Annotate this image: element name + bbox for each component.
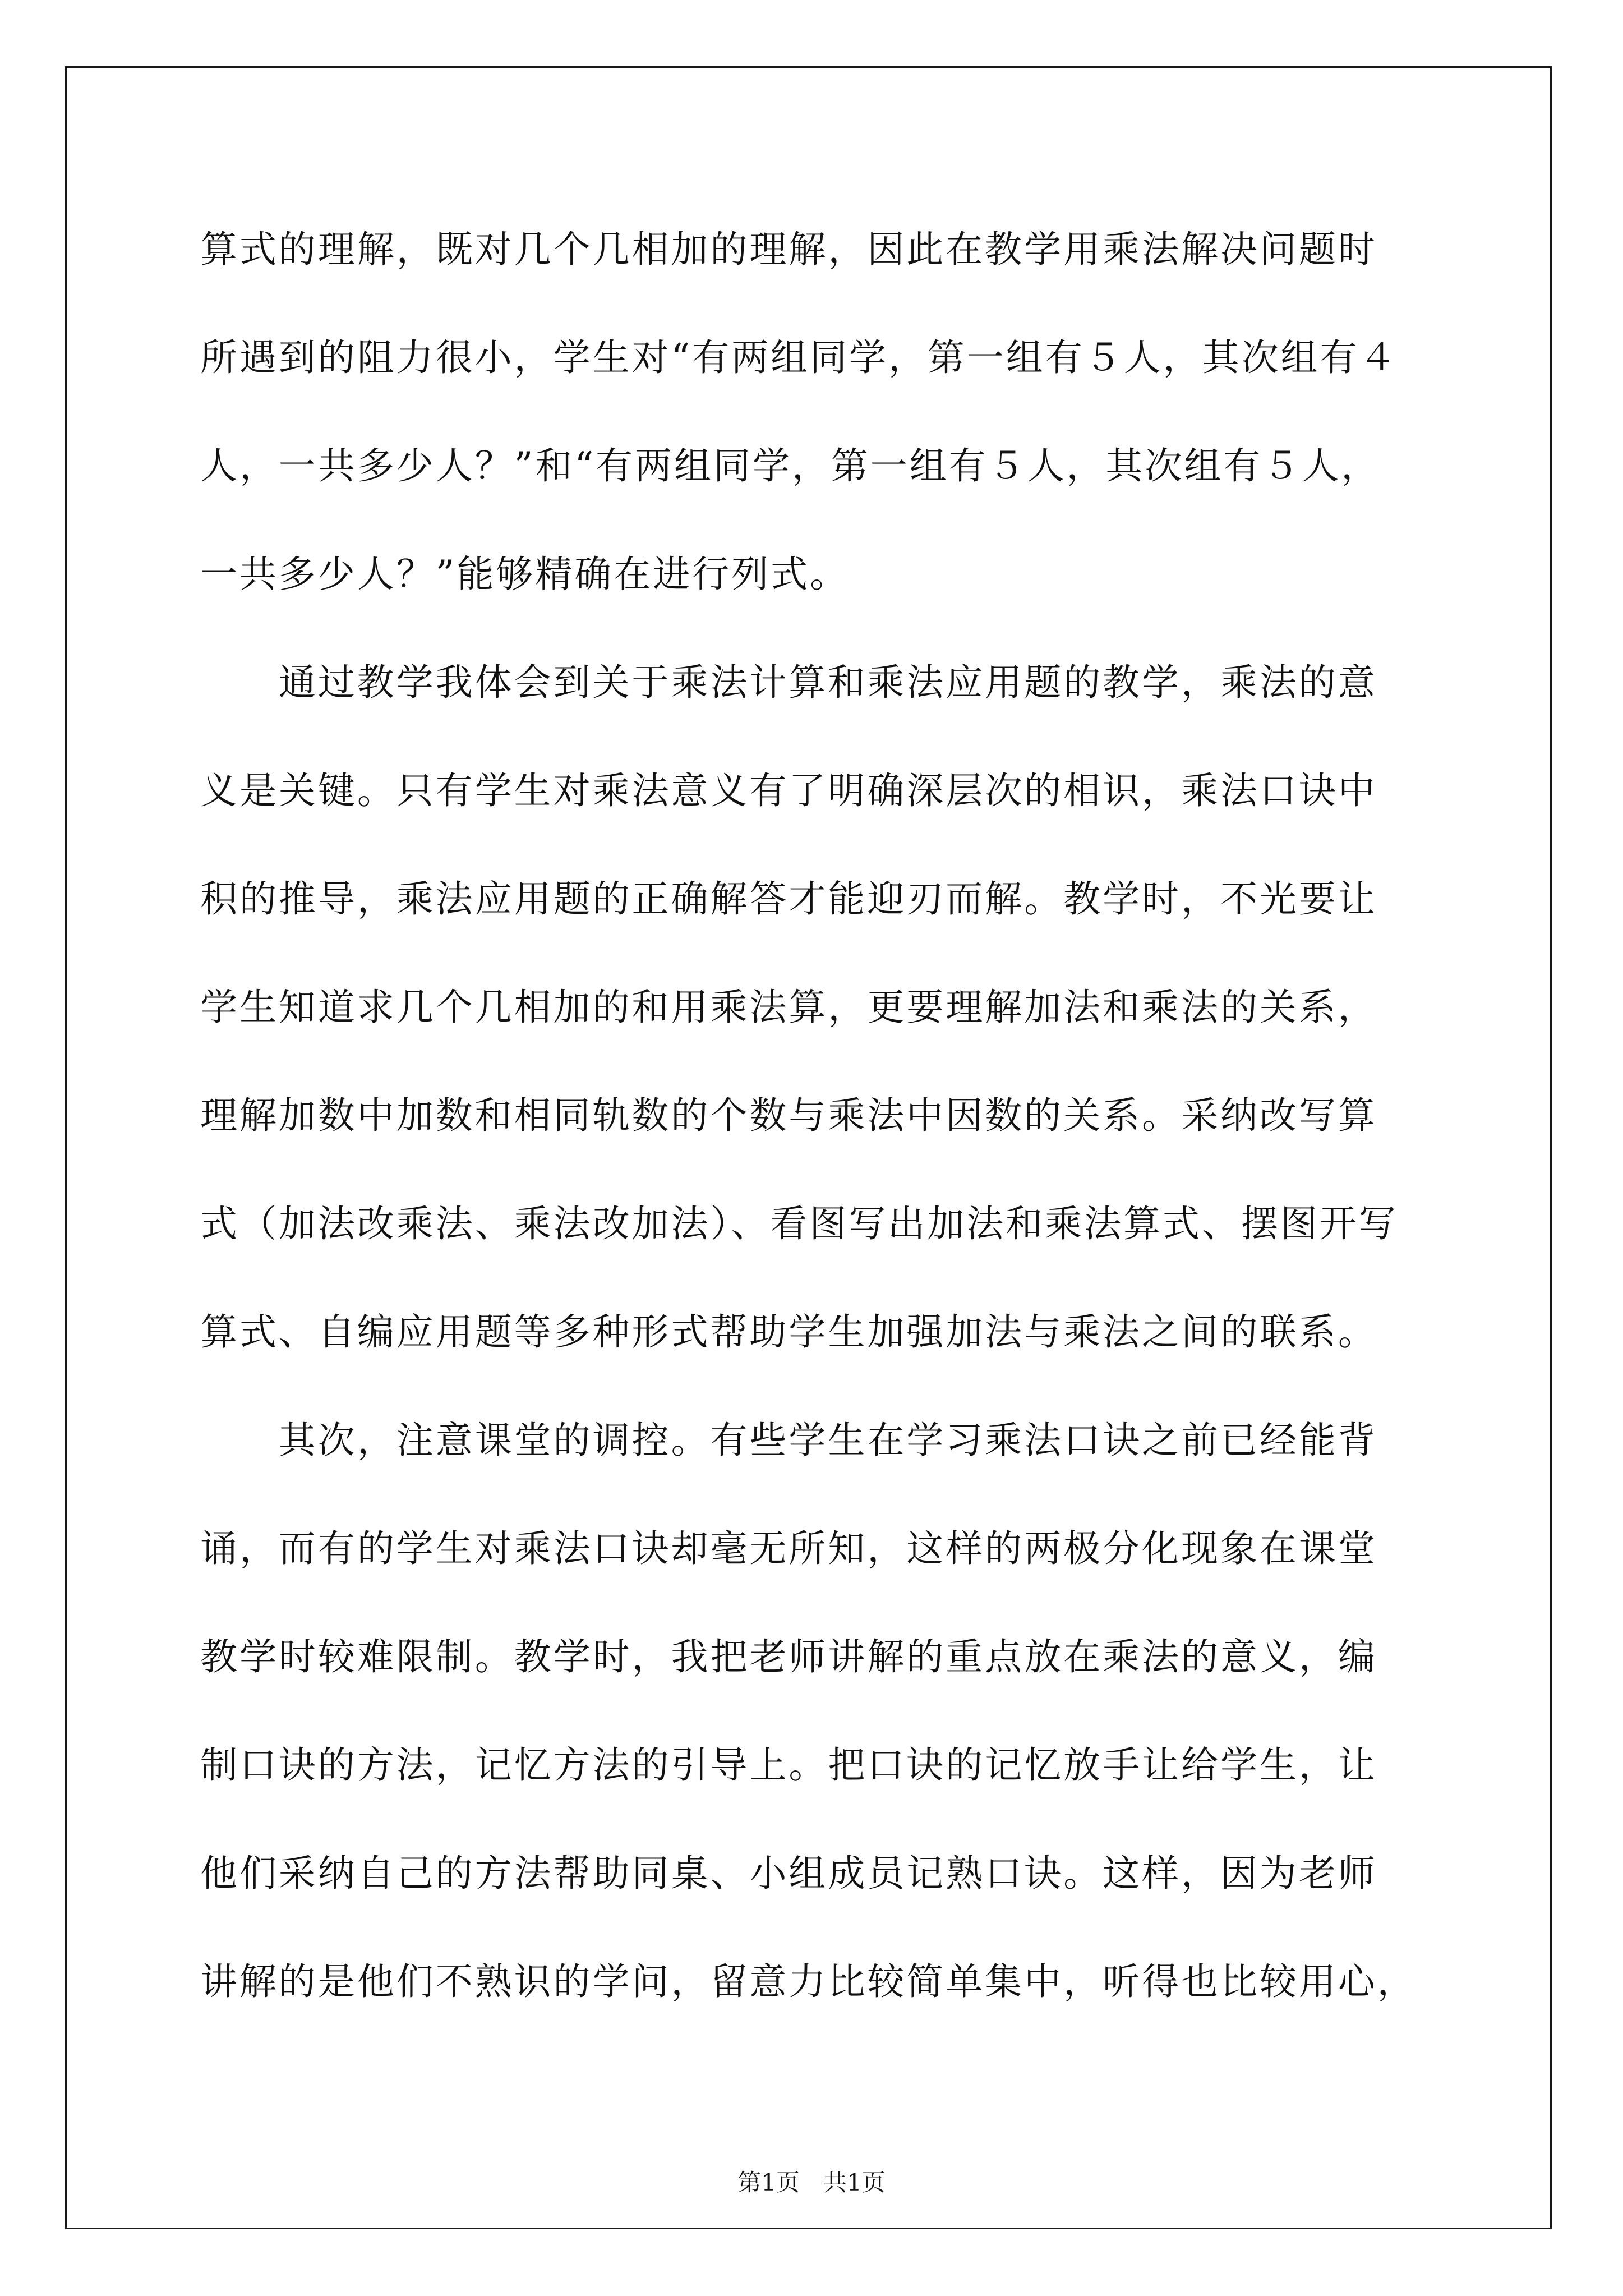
text-line: 理解加数中加数和相同轨数的个数与乘法中因数的关系。采纳改写算 xyxy=(200,1094,1377,1137)
text-line: 讲解的是他们不熟识的学问，留意力比较简单集中，听得也比较用心， xyxy=(200,1960,1417,2003)
text-line: 其次，注意课堂的调控。有些学生在学习乘法口诀之前已经能背 xyxy=(200,1419,1377,1462)
text-line: 所遇到的阻力很小，学生对“有两组同学，第一组有５人，其次组有４ xyxy=(200,336,1399,379)
text-line: 他们采纳自己的方法帮助同桌、小组成员记熟口诀。这样，因为老师 xyxy=(200,1852,1377,1895)
text-line: 制口诀的方法，记忆方法的引导上。把口诀的记忆放手让给学生，让 xyxy=(200,1743,1377,1787)
text-line: 算式的理解，既对几个几相加的理解，因此在教学用乘法解决问题时 xyxy=(200,228,1377,271)
text-line: 学生知道求几个几相加的和用乘法算，更要理解加法和乘法的关系， xyxy=(200,986,1377,1029)
text-line: 算式、自编应用题等多种形式帮助学生加强加法与乘法之间的联系。 xyxy=(200,1310,1377,1354)
page-number-footer: 第1页 共1页 xyxy=(737,2169,886,2196)
text-line: 人，一共多少人？”和“有两组同学，第一组有５人，其次组有５人， xyxy=(200,444,1381,487)
text-line: 义是关键。只有学生对乘法意义有了明确深层次的相识，乘法口诀中 xyxy=(200,769,1377,812)
text-line: 积的推导，乘法应用题的正确解答才能迎刃而解。教学时，不光要让 xyxy=(200,877,1377,921)
text-line: 一共多少人？”能够精确在进行列式。 xyxy=(200,553,850,596)
document-body xyxy=(200,216,1456,2056)
text-line: 通过教学我体会到关于乘法计算和乘法应用题的教学，乘法的意 xyxy=(200,661,1377,704)
text-line: 教学时较难限制。教学时，我把老师讲解的重点放在乘法的意义，编 xyxy=(200,1635,1377,1678)
text-line: 式（加法改乘法、乘法改加法）、看图写出加法和乘法算式、摆图开写 xyxy=(200,1202,1398,1245)
text-line: 诵，而有的学生对乘法口诀却毫无所知，这样的两极分化现象在课堂 xyxy=(200,1527,1377,1570)
